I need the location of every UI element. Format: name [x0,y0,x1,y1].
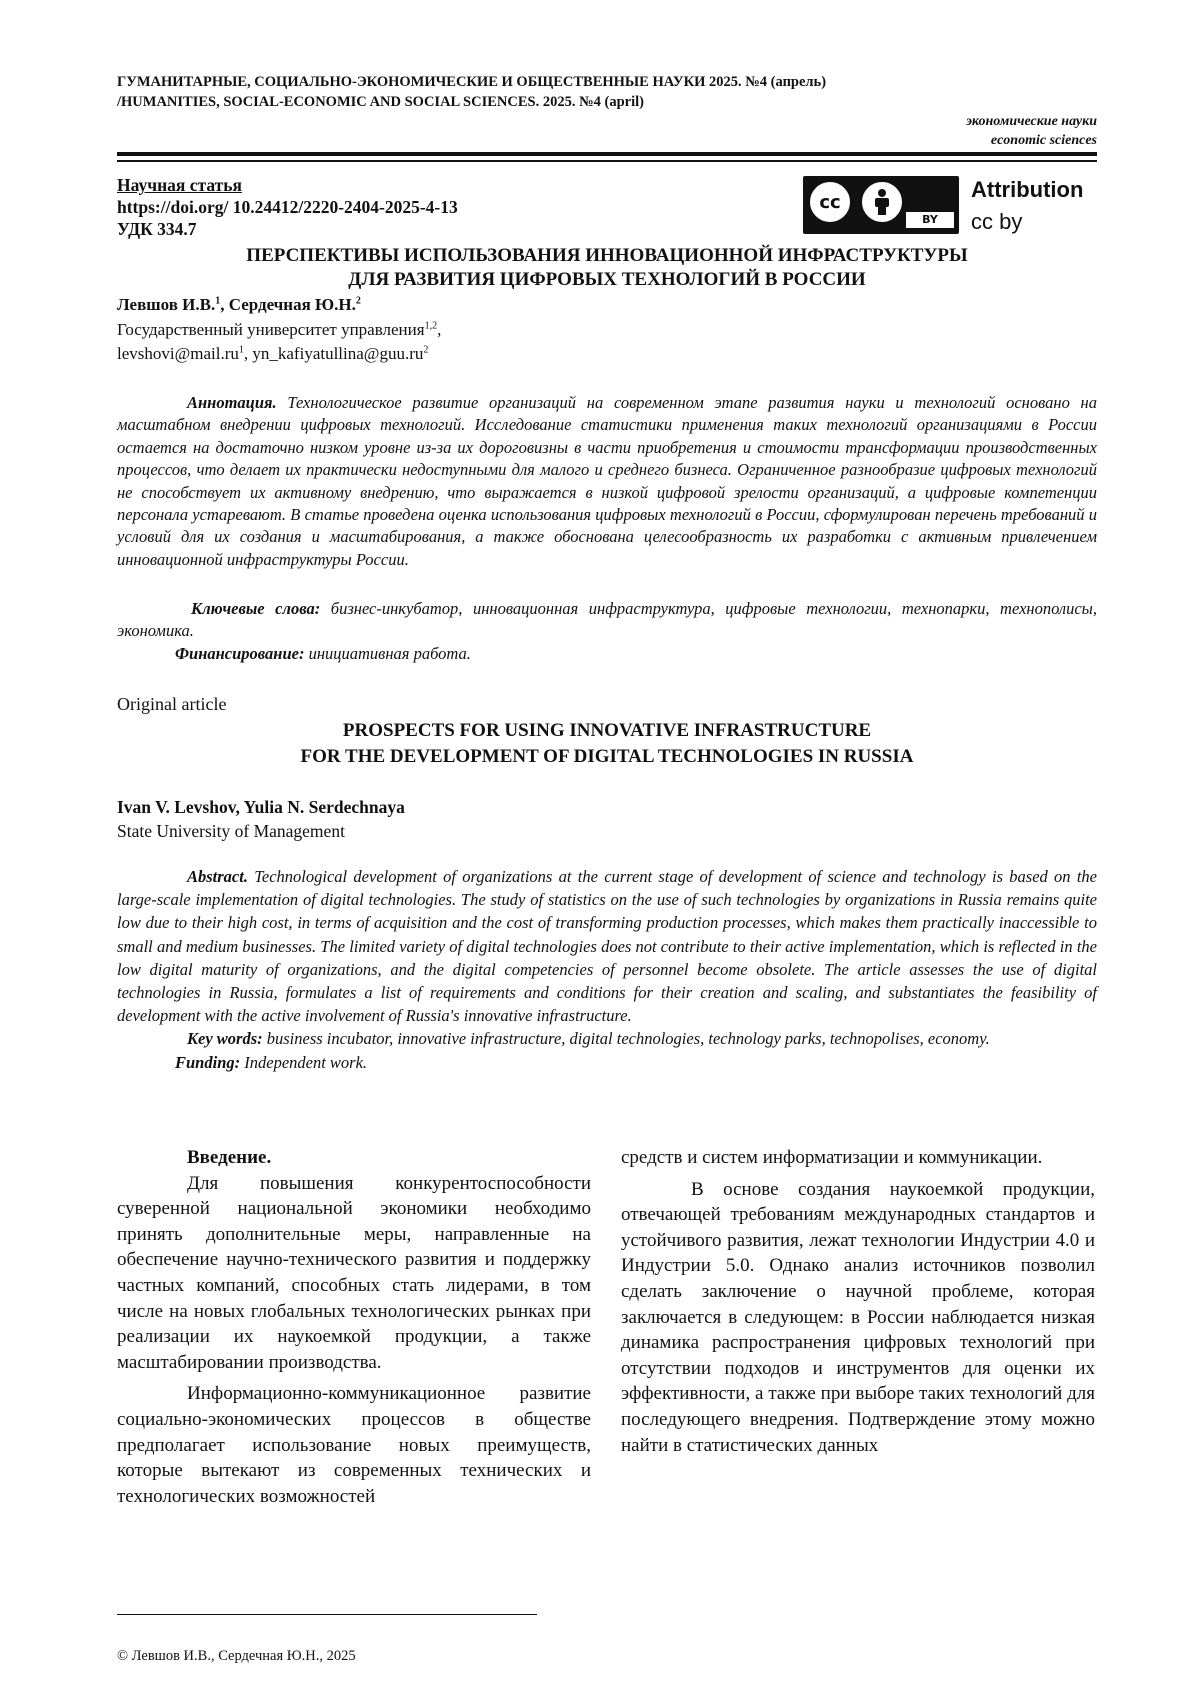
affiliation-name: Государственный университет управления [117,320,425,339]
article-type: Научная статья [117,175,242,195]
journal-title-ru: ГУМАНИТАРНЫЕ, СОЦИАЛЬНО-ЭКОНОМИЧЕСКИЕ И ОБЩЕСТВЕННЫЕ НАУКИ 2025. №4 (апрель) [117,74,827,90]
body-column-left [117,1145,591,1509]
body-paragraph-2-continued: средств и систем информатизации и коммуникации. [621,1147,1043,1168]
author1-sup: 1 [215,295,221,307]
journal-title-en: /HUMANITIES, SOCIAL-ECONOMIC AND SOCIAL SCIENCES. 2025. №4 (april) [117,94,644,110]
doi-link[interactable]: https://doi.org/ 10.24412/2220-2404-2025-4-13 [117,197,458,217]
section-heading: Введение. [187,1147,272,1168]
authors-en: Ivan V. Levshov, Yulia N. Serdechnaya [117,797,405,817]
abstract-ru-label: Аннотация. [187,393,277,412]
funding-ru-label: Финансирование: [175,643,305,663]
affiliation-en: State University of Management [117,821,345,841]
abstract-en-text: Technological development of organizations at the current stage of development of science and technology is based on the large-scale implementation of digital technologies. The study of statistics on the use of such technologies by organizations in Russia remains quite low due to their high cost, in terms of acquisition and the cost of transforming production processes, which makes them practically inaccessible to small and medium businesses. The limited variety of digital technologies does not contribute to their active implementation, which is reflected in the low digital maturity of organizations, and the digital competencies of personnel become obsolete. The article assesses the use of digital technologies in Russia, formulates a list of requirements and conditions for their creation and scaling, and substantiates the feasibility of development with the active involvement of Russia's innovative infrastructure. [117,867,1097,1026]
body-paragraph-2: Информационно-коммуникационное развитие социально-экономических процессов в обществе предполагает использование новых преимуществ, которые вытекают из современных технических и технологических возможностей [117,1383,591,1507]
keywords-ru-label: Ключевые слова: [191,599,321,618]
article-title-en [117,718,1097,770]
author2-ru: Сердечная Ю.Н. [228,295,356,314]
email-link-2[interactable]: yn_kafiyatullina@guu.ru [252,344,424,363]
cc-license-badge[interactable] [803,176,959,234]
attribution-person-icon [859,179,905,225]
funding-en-text: Independent work. [240,1052,368,1072]
abstract-ru-text: Технологическое развитие организаций на современном этапе развития науки и технологий основано на масштабном внедрении цифровых технологий. Исследование статистики применения таких технологий организациями в России остается на достаточно низком уровне из-за их дороговизны в части приобретения и стоимости трансформации производственных процессов, что делает их практически недоступными для малого и среднего бизнеса. Ограниченное разнообразие цифровых технологий не способствует их активному внедрению, что выражается в низкой цифровой зрелости организаций, а цифровые компетенции персонала устаревают. В статье проведена оценка использования цифровых технологий в России, сформулирован перечень требований и условий для их создания и масштабирования, а также обоснована целесообразность их разработки с активным привлечением инновационной инфраструктуры России. [117,393,1097,569]
affiliation-sup: 1,2 [424,320,438,332]
keywords-en-text: business incubator, innovative infrastructure, digital technologies, technology parks, technopolises, economy. [262,1029,990,1049]
body-column-right [621,1145,1095,1458]
by-label: BY [906,212,954,228]
title-ru-line2: ДЛЯ РАЗВИТИЯ ЦИФРОВЫХ ТЕХНОЛОГИЙ В РОССИИ [348,269,866,290]
email1-sup: 1 [238,344,244,356]
author2-sup: 2 [355,295,361,307]
article-title-ru [117,244,1097,292]
email2-sup: 2 [423,344,429,356]
title-ru-line1: ПЕРСПЕКТИВЫ ИСПОЛЬЗОВАНИЯ ИННОВАЦИОННОЙ ИНФРАСТРУКТУРЫ [246,245,968,266]
abstract-en [117,865,1097,1074]
section-label [966,112,1097,150]
license-text [971,174,1083,238]
footnote-rule [117,1614,537,1615]
header-rule-thin [117,160,1097,162]
funding-en-label: Funding: [175,1052,241,1072]
header-rule-thick [117,152,1097,156]
keywords-en-label: Key words: [187,1029,263,1049]
udk-code: УДК 334.7 [117,219,197,239]
body-paragraph-1: Для повышения конкурентоспособности суверенной национальной экономики необходимо принять дополнительные меры, направленные на обеспечение научно-технического развития и поддержку частных компаний, способных стать лидерами, в том числе на новых глобальных технологических рынках при реализации их наукоемкой продукции, а также масштабировании производства. [117,1172,591,1373]
abstract-ru [117,392,1097,571]
section-label-ru: экономические науки [966,114,1097,129]
affiliation-comma: , [437,320,442,339]
title-en-line1: PROSPECTS FOR USING INNOVATIVE INFRASTRUCTURE [342,720,872,741]
email-separator: , [243,344,253,363]
section-label-en: economic sciences [990,133,1097,148]
authors-separator: , [220,295,229,314]
person-icon [871,187,893,217]
affiliation-ru [117,318,441,366]
original-article-label: Original article [117,694,227,714]
copyright-footnote: © Левшов И.В., Сердечная Ю.Н., 2025 [117,1648,356,1664]
authors-ru [117,294,361,316]
keywords-ru-block [117,598,1097,665]
article-meta [117,174,458,240]
journal-running-header [117,72,1097,112]
title-en-line2: FOR THE DEVELOPMENT OF DIGITAL TECHNOLOGIES IN RUSSIA [300,746,914,767]
license-ccby: cc by [971,209,1023,234]
keywords-ru-text: бизнес-инкубатор, инновационная инфраструктура, цифровые технологии, технопарки, технополисы, экономика. [117,599,1097,641]
cc-icon: cc [807,179,853,225]
body-paragraph-3: В основе создания наукоемкой продукции, отвечающей требованиям международных стандартов и устойчивого развития, лежат технологии Индустрии 4.0 и Индустрии 5.0. Однако анализ источников позволил сделать заключение о научной проблеме, которая заключается в следующем: в России наблюдается низкая динамика распространения цифровых технологий при отсутствии подходов и инструментов для оценки их эффективности, а также при выборе таких технологий для последующего внедрения. Подтверждение этому можно найти в статистических данных [621,1178,1095,1456]
email-link-1[interactable]: levshovi@mail.ru [117,344,239,363]
author1-ru: Левшов И.В. [117,295,216,314]
license-attribution: Attribution [971,177,1084,202]
funding-ru-text: инициативная работа. [304,643,471,663]
abstract-en-label: Abstract. [187,867,248,886]
